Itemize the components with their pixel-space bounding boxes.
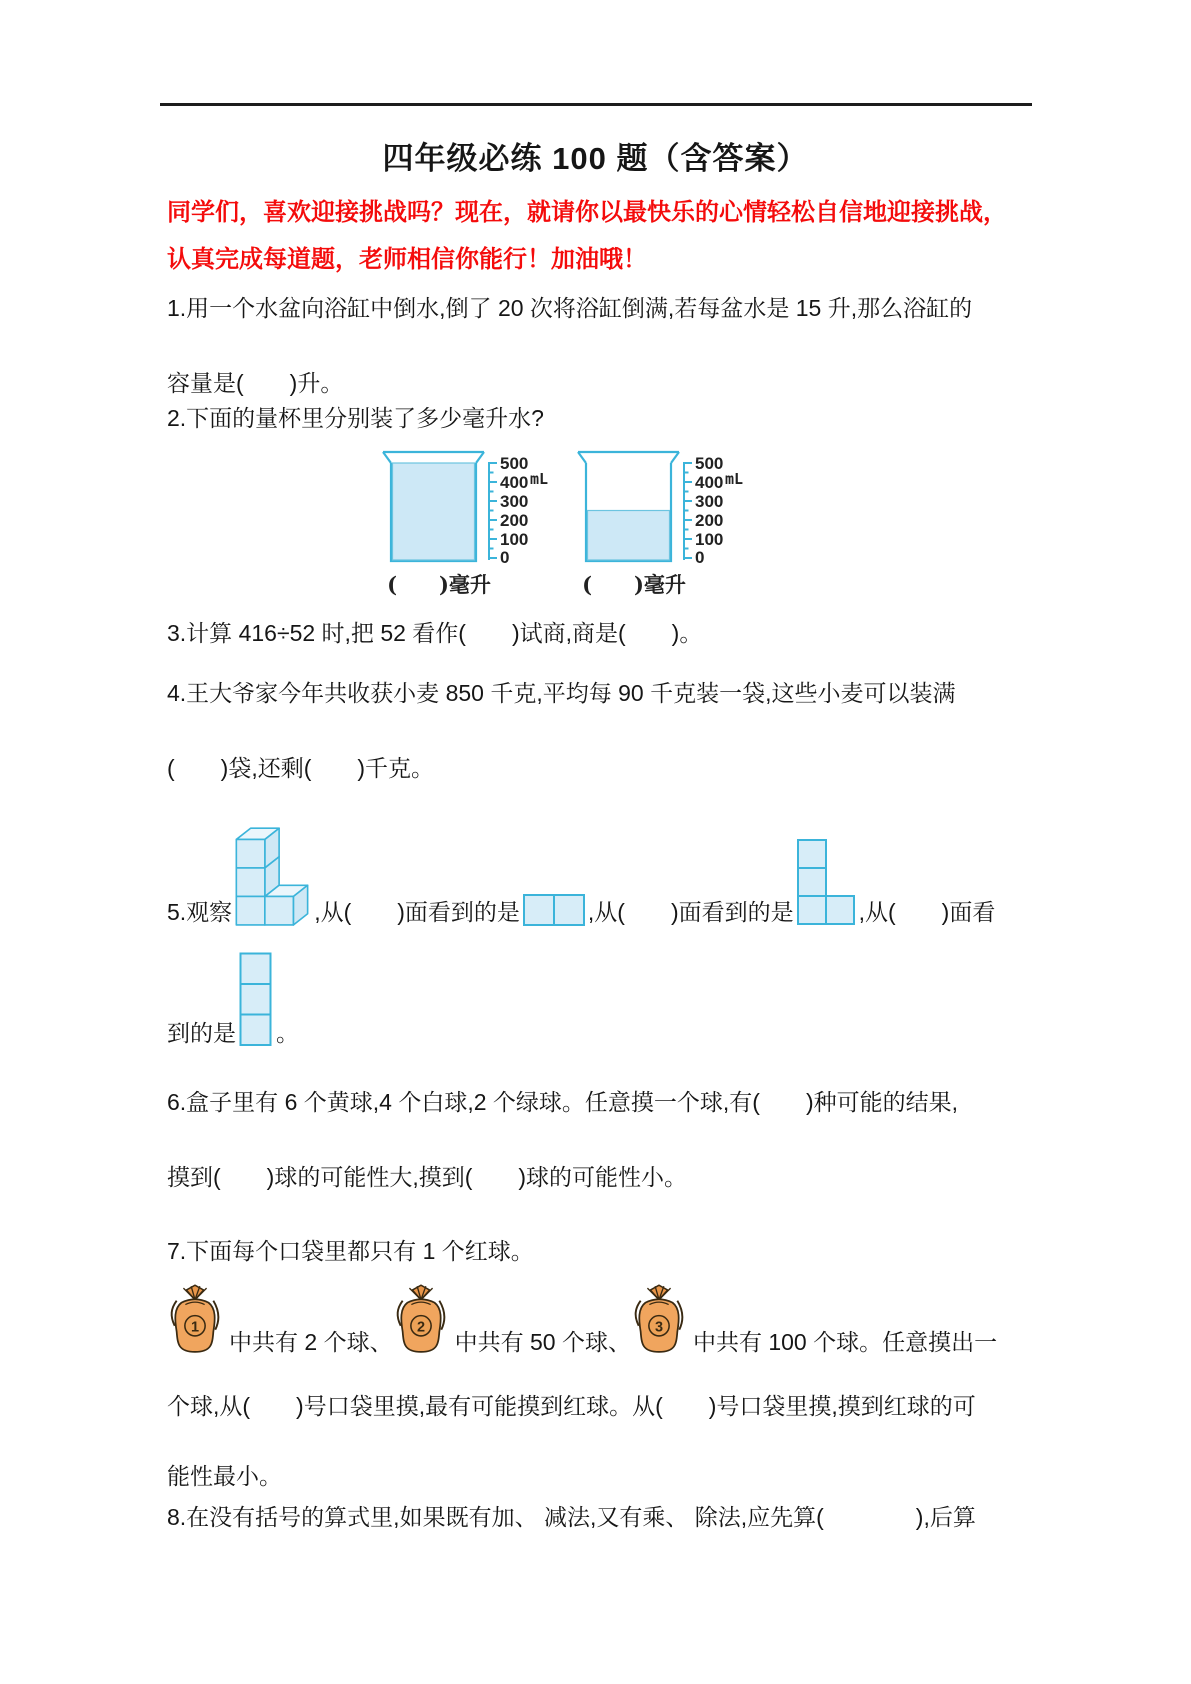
measuring-cup-figure-1: [380, 450, 565, 599]
question-4-line-1: 4.王大爷家今年共收获小麦 850 千克,平均每 90 千克装一袋,这些小麦可以装满: [167, 680, 956, 706]
page-title: 四年级必练 100 题（含答案）: [382, 141, 809, 176]
bag-3-icon: [631, 1282, 687, 1358]
view-cell: [798, 840, 826, 868]
bag-number: 3: [654, 1319, 663, 1336]
question-7-bags-row: [167, 1280, 997, 1358]
tick-400: 400: [695, 473, 724, 492]
measuring-cup-2-drawing: [575, 450, 755, 565]
question-1-line-2: 容量是( )升。: [167, 370, 344, 396]
view-cell: [826, 896, 854, 924]
tick-300: 300: [500, 492, 529, 511]
question-6-line-1: 6.盒子里有 6 个黄球,4 个白球,2 个绿球。任意摸一个球,有( )种可能的结果,: [167, 1089, 958, 1115]
cup-rim-left: [383, 452, 391, 463]
bag-1-text: 中共有 2 个球、: [229, 1329, 393, 1355]
cup-1-answer-caption: ( )毫升: [387, 572, 491, 597]
tick-400: 400: [500, 473, 529, 492]
header-rule: [160, 103, 1032, 106]
question-5-row-2: [167, 952, 299, 1049]
question-7-line-1: 7.下面每个口袋里都只有 1 个红球。: [167, 1238, 534, 1264]
side-view-figure: [239, 952, 273, 1047]
tick-500: 500: [695, 454, 724, 473]
view-cell: [798, 896, 826, 924]
question-5-segment-3: ,从( )面看: [858, 899, 996, 925]
view-cell: [241, 984, 271, 1015]
bag-number: 2: [416, 1319, 425, 1336]
tick-200: 200: [695, 511, 724, 530]
question-3-text: 3.计算 416÷52 时,把 52 看作( )试商,商是( )。: [167, 620, 703, 646]
view-cell: [798, 868, 826, 896]
cup-scale: [489, 462, 497, 560]
unit-label: mL: [530, 470, 549, 488]
cube-front-face: [265, 896, 294, 925]
measuring-cup-figure-2: [575, 450, 760, 599]
question-4-line-2: ( )袋,还剩( )千克。: [167, 755, 435, 781]
cup-2-answer-caption: ( )毫升: [582, 572, 686, 597]
cup-scale: [684, 462, 692, 560]
cube-front-face: [237, 868, 266, 897]
tick-0: 0: [500, 548, 510, 565]
question-5-row-1: [167, 818, 995, 928]
cube-solid-figure: [235, 816, 311, 926]
question-8-text: 8.在没有括号的算式里,如果既有加、 减法,又有乘、 除法,应先算( ),后算: [167, 1504, 976, 1530]
tick-200: 200: [500, 511, 529, 530]
cup-rim-left: [578, 452, 586, 463]
tick-0: 0: [695, 548, 705, 565]
cube-front-face: [237, 896, 266, 925]
tick-300: 300: [695, 492, 724, 511]
cup-rim-right: [476, 452, 484, 463]
top-view-figure: [523, 894, 585, 926]
view-cell: [241, 954, 271, 985]
tick-100: 100: [695, 530, 724, 549]
scale-labels: [695, 454, 743, 565]
scale-labels: [500, 454, 548, 565]
cup-water: [393, 463, 475, 560]
question-2-text: 2.下面的量杯里分别装了多少毫升水?: [167, 405, 544, 431]
cube-front-face: [237, 839, 266, 868]
question-1-line-1: 1.用一个水盆向浴缸中倒水,倒了 20 次将浴缸倒满,若每盆水是 15 升,那么浴缸的: [167, 295, 973, 321]
view-cell: [524, 895, 554, 925]
question-5-segment-1: ,从( )面看到的是: [314, 899, 520, 925]
tick-100: 100: [500, 530, 529, 549]
unit-label: mL: [725, 470, 744, 488]
front-view-figure: [797, 839, 856, 926]
bag-3-text: 中共有 100 个球。任意摸出一: [692, 1329, 998, 1355]
question-5-continuation: 到的是: [167, 1020, 236, 1046]
question-7-line-3: 能性最小。: [167, 1463, 282, 1489]
question-5-segment-2: ,从( )面看到的是: [587, 899, 794, 925]
bag-2-icon: [393, 1282, 449, 1358]
cup-water: [588, 511, 670, 561]
question-5-prefix: 5.观察: [167, 899, 233, 925]
question-6-line-2: 摸到( )球的可能性大,摸到( )球的可能性小。: [167, 1164, 688, 1190]
bag-number: 1: [190, 1319, 200, 1336]
bag-1-icon: [167, 1282, 223, 1358]
intro-text-line-1: 同学们，喜欢迎接挑战吗？现在，就请你以最快乐的心情轻松自信地迎接挑战，: [167, 199, 1007, 226]
tick-500: 500: [500, 454, 529, 473]
bag-2-text: 中共有 50 个球、: [454, 1329, 631, 1355]
intro-text-line-2: 认真完成每道题，老师相信你能行！加油哦！: [167, 246, 647, 273]
question-5-period: 。: [276, 1020, 299, 1046]
cup-rim-right: [671, 452, 679, 463]
view-cell: [554, 895, 584, 925]
question-7-line-2: 个球,从( )号口袋里摸,最有可能摸到红球。从( )号口袋里摸,摸到红球的可: [167, 1393, 976, 1419]
measuring-cup-1-drawing: [380, 450, 560, 565]
view-cell: [241, 1015, 271, 1046]
